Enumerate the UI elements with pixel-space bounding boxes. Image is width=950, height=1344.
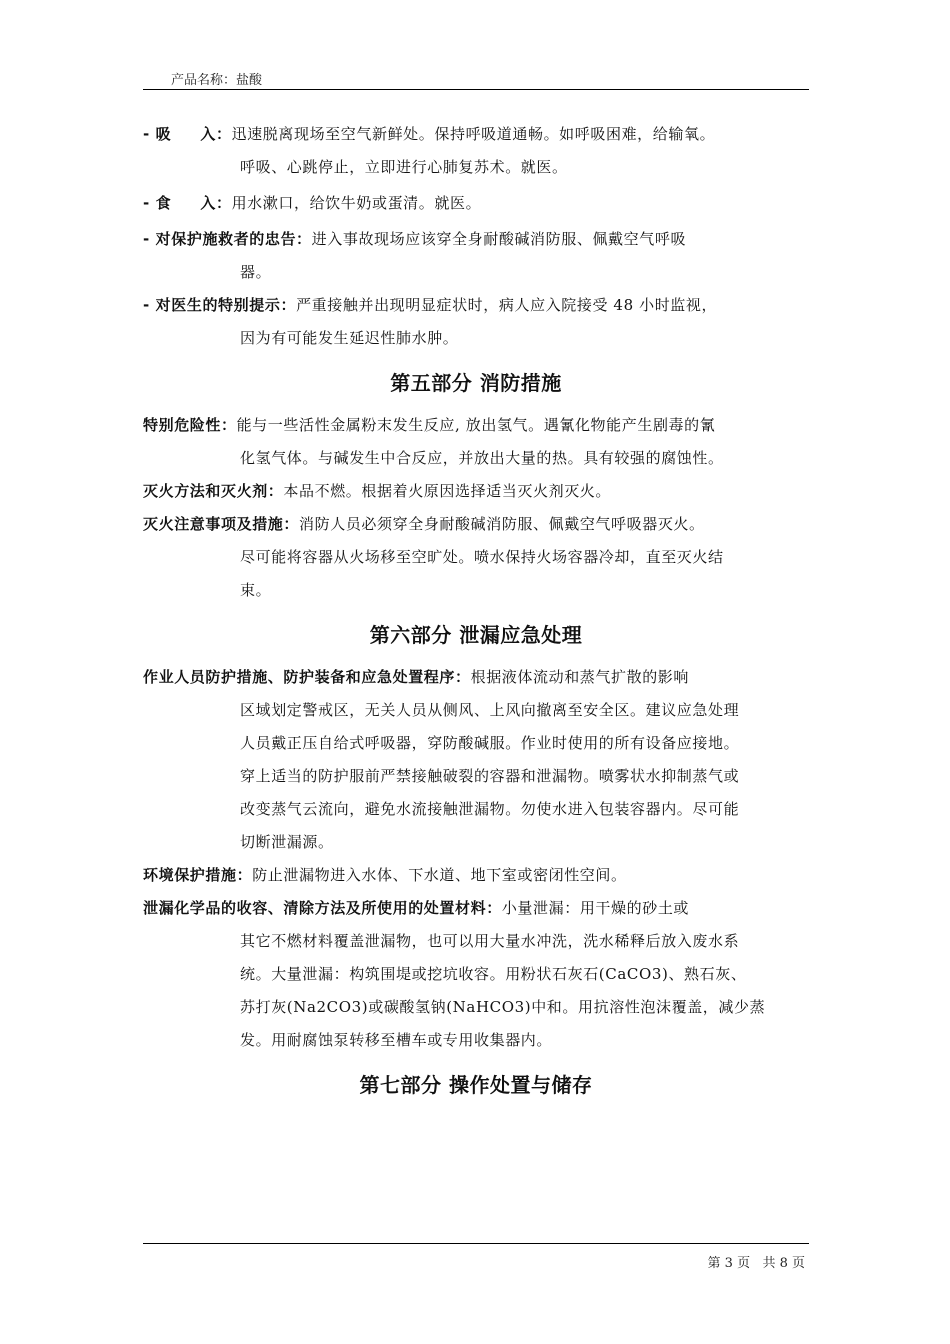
personnel-line-3: 人员戴正压自给式呼吸器，穿防酸碱服。作业时使用的所有设备应接地。 [240, 734, 740, 752]
product-name: 产品名称：盐酸 [171, 73, 263, 88]
page-number: 第 3 页 共 8 页 [707, 1256, 805, 1271]
doctor-label: - 对医生的特别提示： [143, 296, 297, 314]
hazard-text: 能与一些活性金属粉末发生反应, 放出氢气。遇氰化物能产生剧毒的氰 [236, 416, 716, 434]
personnel-line-5: 改变蒸气云流向，避免水流接触泄漏物。勿使水进入包装容器内。尽可能 [240, 800, 740, 818]
cleanup-label: 泄漏化学品的收容、清除方法及所使用的处置材料： [143, 899, 502, 917]
cleanup-line-1 [143, 892, 809, 925]
ingest-line-1 [143, 187, 809, 220]
rescuer-text: 进入事故现场应该穿全身耐酸碱消防服、佩戴空气呼吸 [311, 230, 687, 248]
inhale-line-2: 呼吸、心跳停止，立即进行心肺复苏术。就医。 [240, 158, 568, 176]
cleanup-line-3: 统。大量泄漏：构筑围堤或挖坑收容。用粉状石灰石(CaCO3)、熟石灰、 [240, 965, 747, 983]
cleanup-line-4: 苏打灰(Na2CO3)或碳酸氢钠(NaHCO3)中和。用抗溶性泡沫覆盖，减少蒸 [240, 998, 766, 1016]
method-text: 本品不燃。根据着火原因选择适当灭火剂灭火。 [283, 482, 612, 500]
doctor-line-2: 因为有可能发生延迟性肺水肿。 [240, 329, 459, 347]
page-header [143, 67, 809, 90]
inhale-text: 迅速脱离现场至空气新鲜处。保持呼吸道通畅。如呼吸困难，给输氧。 [231, 125, 716, 143]
section-6-title: 第六部分 泄漏应急处理 [369, 623, 583, 647]
personnel-line-4: 穿上适当的防护服前严禁接触破裂的容器和泄漏物。喷雾状水抑制蒸气或 [240, 767, 740, 785]
section-7-title: 第七部分 操作处置与储存 [359, 1073, 593, 1097]
method-label: 灭火方法和灭火剂： [143, 482, 284, 500]
cleanup-line-2: 其它不燃材料覆盖泄漏物，也可以用大量水冲洗，洗水稀释后放入废水系 [240, 932, 740, 950]
doctor-text: 严重接触并出现明显症状时，病人应入院接受 48 小时监视， [296, 296, 718, 314]
rescuer-line-1 [143, 223, 809, 256]
notes-line-1 [143, 508, 809, 541]
personnel-line-1 [143, 661, 809, 694]
hazard-label: 特别危险性： [143, 416, 237, 434]
notes-line-2: 尽可能将容器从火场移至空旷处。喷水保持火场容器冷却，直至灭火结 [240, 548, 724, 566]
notes-line-3: 束。 [240, 581, 272, 599]
personnel-line-2: 区域划定警戒区，无关人员从侧风、上风向撤离至安全区。建议应急处理 [240, 701, 740, 719]
environment-text: 防止泄漏物进入水体、下水道、地下室或密闭性空间。 [252, 866, 627, 884]
personnel-line-6: 切断泄漏源。 [240, 833, 334, 851]
cleanup-line-5: 发。用耐腐蚀泵转移至槽车或专用收集器内。 [240, 1031, 553, 1049]
hazard-line-2: 化氢气体。与碱发生中合反应，并放出大量的热。具有较强的腐蚀性。 [240, 449, 724, 467]
page-footer [143, 1243, 809, 1271]
ingest-label: - 食 入： [143, 194, 232, 212]
rescuer-label: - 对保护施救者的忠告： [143, 230, 312, 248]
method-line-1 [143, 475, 809, 508]
hazard-line-1 [143, 409, 809, 442]
inhale-line-1 [143, 118, 809, 151]
rescuer-line-2: 器。 [240, 263, 272, 281]
section-5-title: 第五部分 消防措施 [390, 371, 562, 395]
personnel-label: 作业人员防护措施、防护装备和应急处置程序： [143, 668, 471, 686]
notes-text: 消防人员必须穿全身耐酸碱消防服、佩戴空气呼吸器灭火。 [299, 515, 705, 533]
notes-label: 灭火注意事项及措施： [143, 515, 300, 533]
cleanup-text: 小量泄漏：用干燥的砂土或 [501, 899, 690, 917]
personnel-text: 根据液体流动和蒸气扩散的影响 [470, 668, 690, 686]
environment-line-1 [143, 859, 809, 892]
document-body [143, 118, 809, 1111]
doctor-line-1 [143, 289, 809, 322]
inhale-label: - 吸 入： [143, 125, 232, 143]
ingest-text: 用水漱口，给饮牛奶或蛋清。就医。 [231, 194, 482, 212]
environment-label: 环境保护措施： [143, 866, 253, 884]
